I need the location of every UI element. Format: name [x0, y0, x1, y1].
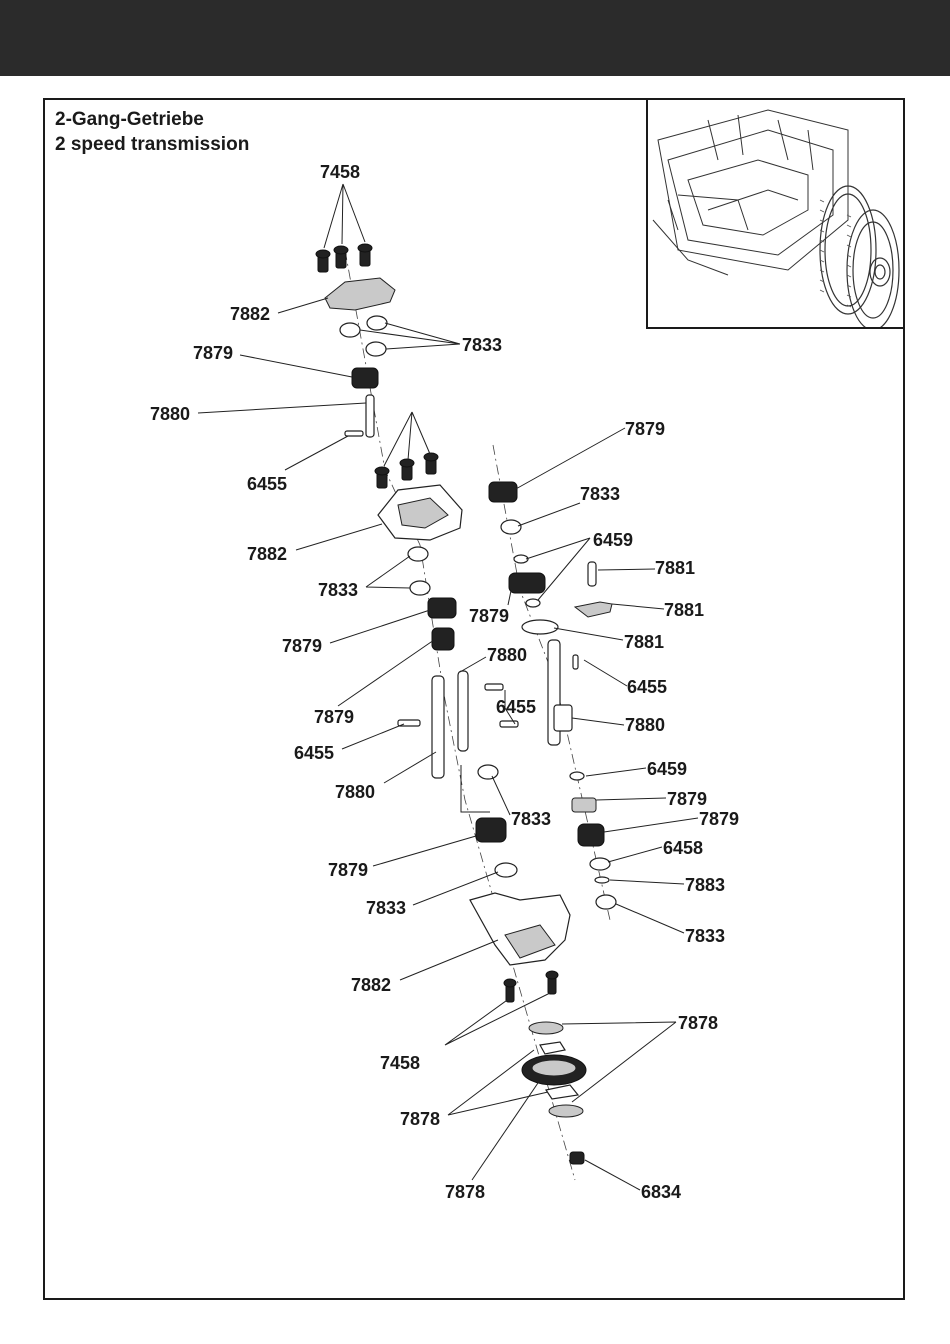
- label-7881-b: 7881: [664, 600, 705, 620]
- label-7878-bottom: 7878: [445, 1182, 486, 1202]
- title-english: 2 speed transmission: [55, 134, 250, 155]
- screws-middle-group: [375, 453, 438, 488]
- fork-7881-b: [575, 602, 612, 617]
- gear-7879-right-top: [489, 482, 517, 502]
- label-7881-c: 7881: [624, 632, 665, 652]
- washer-6459-right-c: [570, 772, 584, 780]
- clip-7883: [595, 877, 609, 883]
- label-7833-right-low: 7833: [685, 926, 726, 946]
- label-7879-right-a: 7879: [667, 789, 708, 809]
- screw-7458-upper-group: [316, 244, 372, 272]
- label-7458-top: 7458: [320, 162, 361, 182]
- label-6455-left: 6455: [294, 743, 335, 763]
- washer-7878-d: [549, 1105, 583, 1117]
- label-7879-right-mid: 7879: [469, 606, 510, 626]
- label-6459-right-low: 6459: [647, 759, 688, 779]
- sleeve-7880-right: [554, 705, 572, 731]
- gear-7879-left-b: [432, 628, 454, 650]
- label-7833-lower-mid: 7833: [511, 809, 552, 829]
- title-german: 2-Gang-Getriebe: [55, 109, 204, 130]
- label-6459-right-top: 6459: [593, 530, 634, 550]
- gear-7879-right-low: [578, 824, 604, 846]
- bushing-6458: [590, 858, 610, 870]
- shaft-7880-left: [432, 676, 444, 778]
- gear-7879-left-a: [428, 598, 456, 618]
- pin-6455-right: [573, 655, 578, 669]
- label-7879-right-b: 7879: [699, 809, 740, 829]
- leader-lines: [198, 184, 698, 1190]
- collar-7881-c: [522, 620, 558, 634]
- label-7879-mid-b: 7879: [314, 707, 355, 727]
- label-7458-lower: 7458: [380, 1053, 421, 1073]
- bearing-7833-right-top: [501, 520, 521, 534]
- label-7833-right-top: 7833: [580, 484, 621, 504]
- screws-7458-lower: [504, 971, 558, 1002]
- label-7880-right: 7880: [625, 715, 666, 735]
- label-7879-mid-a: 7879: [282, 636, 323, 656]
- label-6455-right: 6455: [627, 677, 668, 697]
- label-7880-mid: 7880: [487, 645, 528, 665]
- pin-6455-top: [345, 431, 363, 436]
- shaft-7880-top: [366, 395, 374, 437]
- gear-7879-top: [352, 368, 378, 388]
- label-7882-lower: 7882: [351, 975, 392, 995]
- label-7879-right-top: 7879: [625, 419, 666, 439]
- label-7833-mid: 7833: [318, 580, 359, 600]
- pin-7881-a: [588, 562, 596, 586]
- housing-cover-7882-top: [325, 278, 395, 310]
- bearing-7833-lower-left: [495, 863, 517, 877]
- label-7879-top: 7879: [193, 343, 234, 363]
- washer-7878-a: [529, 1022, 563, 1034]
- label-7881-a: 7881: [655, 558, 696, 578]
- label-6455-top: 6455: [247, 474, 288, 494]
- washer-6459-right-a: [514, 555, 528, 563]
- gear-7879-right-mid: [509, 573, 545, 593]
- pin-6455-mid-b: [500, 721, 518, 727]
- shaft-7880-middle: [458, 671, 468, 751]
- label-7878-left: 7878: [400, 1109, 441, 1129]
- label-7878-right: 7878: [678, 1013, 719, 1033]
- label-7833-lower-left: 7833: [366, 898, 407, 918]
- label-7883: 7883: [685, 875, 726, 895]
- shim-7878-b: [540, 1042, 565, 1054]
- label-7833-top: 7833: [462, 335, 503, 355]
- bearings-7833-middle: [408, 547, 430, 595]
- label-7882-mid: 7882: [247, 544, 288, 564]
- label-7880-top: 7880: [150, 404, 191, 424]
- label-7882-top: 7882: [230, 304, 271, 324]
- pin-6455-mid-a: [485, 684, 503, 690]
- bearing-7833-mid: [478, 765, 498, 779]
- shim-7878-c: [546, 1085, 578, 1099]
- label-6458: 6458: [663, 838, 704, 858]
- nut-6834: [570, 1152, 584, 1164]
- dog-7879-right: [572, 798, 596, 812]
- spur-gear-7878-hub: [532, 1060, 576, 1076]
- washer-6459-right-b: [526, 599, 540, 607]
- label-7879-lower-left: 7879: [328, 860, 369, 880]
- label-7880-left: 7880: [335, 782, 376, 802]
- bearing-7833-right-low: [596, 895, 616, 909]
- gear-7879-lower-left: [476, 818, 506, 842]
- label-6455-mid: 6455: [496, 697, 537, 717]
- label-6834: 6834: [641, 1182, 682, 1202]
